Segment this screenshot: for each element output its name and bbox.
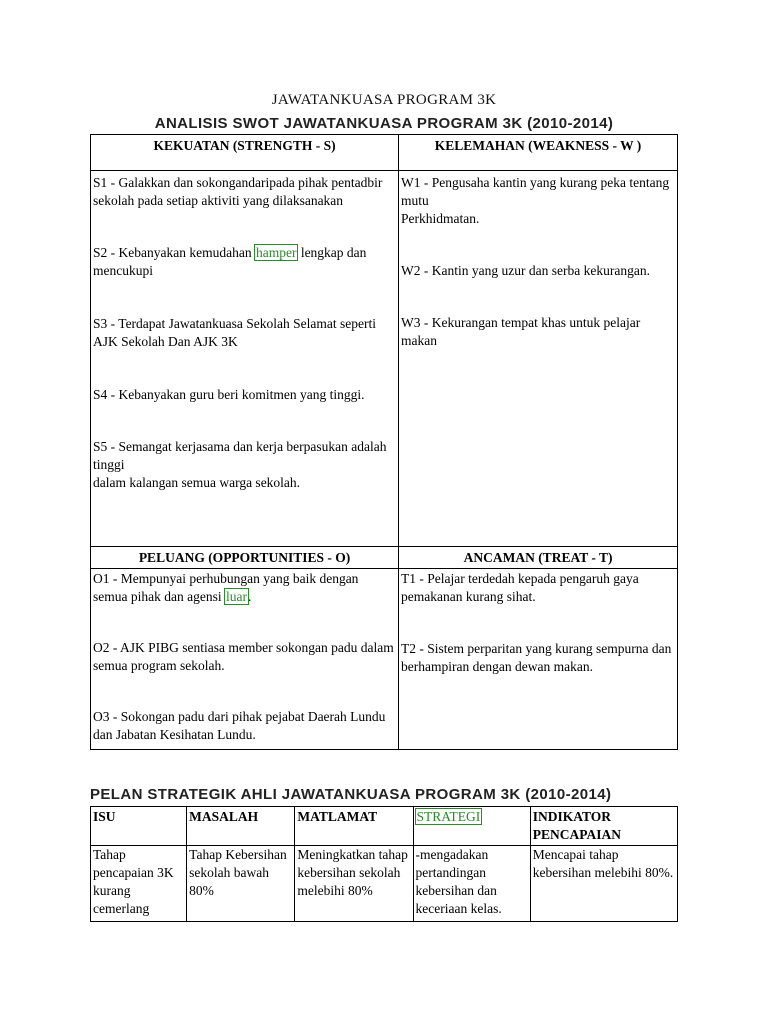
header-isu: ISU xyxy=(91,807,187,846)
strategic-plan-table xyxy=(90,806,678,922)
opportunity-o1 xyxy=(93,570,396,606)
opportunity-o1-text: O1 - Mempunyai perhubungan yang baik dengan semua pihak dan agensi xyxy=(93,571,359,604)
swot-table xyxy=(90,134,678,750)
opportunity-o3: O3 - Sokongan padu dari pihak pejabat Daerah Lundu dan Jabatan Kesihatan Lundu. xyxy=(93,709,386,742)
opportunities-header: PELUANG (OPPORTUNITIES - O) xyxy=(91,547,399,569)
strength-header: KEKUATAN (STRENGTH - S) xyxy=(91,135,399,171)
strength-s5: S5 - Semangat kerjasama dan kerja berpasukan adalah tinggi xyxy=(93,439,387,472)
threat-t2: T2 - Sistem perparitan yang kurang sempurna dan berhampiran dengan dewan makan. xyxy=(401,641,672,674)
opportunity-o2: O2 - AJK PIBG sentiasa member sokongan padu dalam semua program sekolah. xyxy=(93,640,394,673)
header-matlamat: MATLAMAT xyxy=(295,807,413,846)
weakness-w1-cont: Perkhidmatan. xyxy=(401,211,480,226)
cell-strategi: -mengadakan pertandingan kebersihan dan keceriaan kelas. xyxy=(413,846,530,922)
cell-indikator: Mencapai tahap kebersihan melebihi 80%. xyxy=(530,846,677,922)
luar-link[interactable]: luar xyxy=(225,589,247,604)
threat-t1: T1 - Pelajar terdedah kepada pengaruh gaya pemakanan kurang sihat. xyxy=(401,571,639,604)
weakness-w1: W1 - Pengusaha kantin yang kurang peka tentang mutu xyxy=(401,175,670,208)
header-strategi xyxy=(413,807,530,846)
opportunity-o1-end: . xyxy=(247,589,252,604)
strength-s5-cont: dalam kalangan semua warga sekolah. xyxy=(93,475,301,490)
hamper-link[interactable]: hamper xyxy=(255,245,297,260)
threat-header: ANCAMAN (TREAT - T) xyxy=(399,547,678,569)
opportunities-cell xyxy=(91,569,399,750)
strengths-cell xyxy=(91,171,399,547)
strength-s3: S3 - Terdapat Jawatankuasa Sekolah Selamat seperti AJK Sekolah Dan AJK 3K xyxy=(93,316,376,349)
cell-matlamat: Meningkatkan tahap kebersihan sekolah melebihi 80% xyxy=(295,846,413,922)
cell-isu: Tahap pencapaian 3K kurang cemerlang xyxy=(91,846,187,922)
weakness-w3: W3 - Kekurangan tempat khas untuk pelajar makan xyxy=(401,315,641,348)
weaknesses-cell xyxy=(399,171,678,547)
strength-s2-text-end: lengkap dan mencukupi xyxy=(93,245,367,278)
header-indikator: INDIKATOR PENCAPAIAN xyxy=(530,807,677,846)
document-title: JAWATANKUASA PROGRAM 3K xyxy=(271,92,497,108)
weakness-w2: W2 - Kantin yang uzur dan serba kekurangan. xyxy=(401,263,650,278)
strength-s2 xyxy=(93,244,396,280)
plan-heading: PELAN STRATEGIK AHLI JAWATANKUASA PROGRAM 3K (2010-2014) xyxy=(90,786,612,803)
cell-masalah: Tahap Kebersihan sekolah bawah 80% xyxy=(187,846,295,922)
strategi-link[interactable]: STRATEGI xyxy=(416,809,481,824)
strength-s2-text: S2 - Kebanyakan kemudahan xyxy=(93,245,255,260)
strength-s4: S4 - Kebanyakan guru beri komitmen yang tinggi. xyxy=(93,387,365,402)
threats-cell xyxy=(399,569,678,750)
weakness-header: KELEMAHAN (WEAKNESS - W ) xyxy=(399,135,678,171)
header-masalah: MASALAH xyxy=(187,807,295,846)
swot-heading: ANALISIS SWOT JAWATANKUASA PROGRAM 3K (2010-2014) xyxy=(154,115,614,132)
strength-s1: S1 - Galakkan dan sokongandaripada pihak pentadbir sekolah pada setiap aktiviti yang dilaksanakan xyxy=(93,175,383,208)
